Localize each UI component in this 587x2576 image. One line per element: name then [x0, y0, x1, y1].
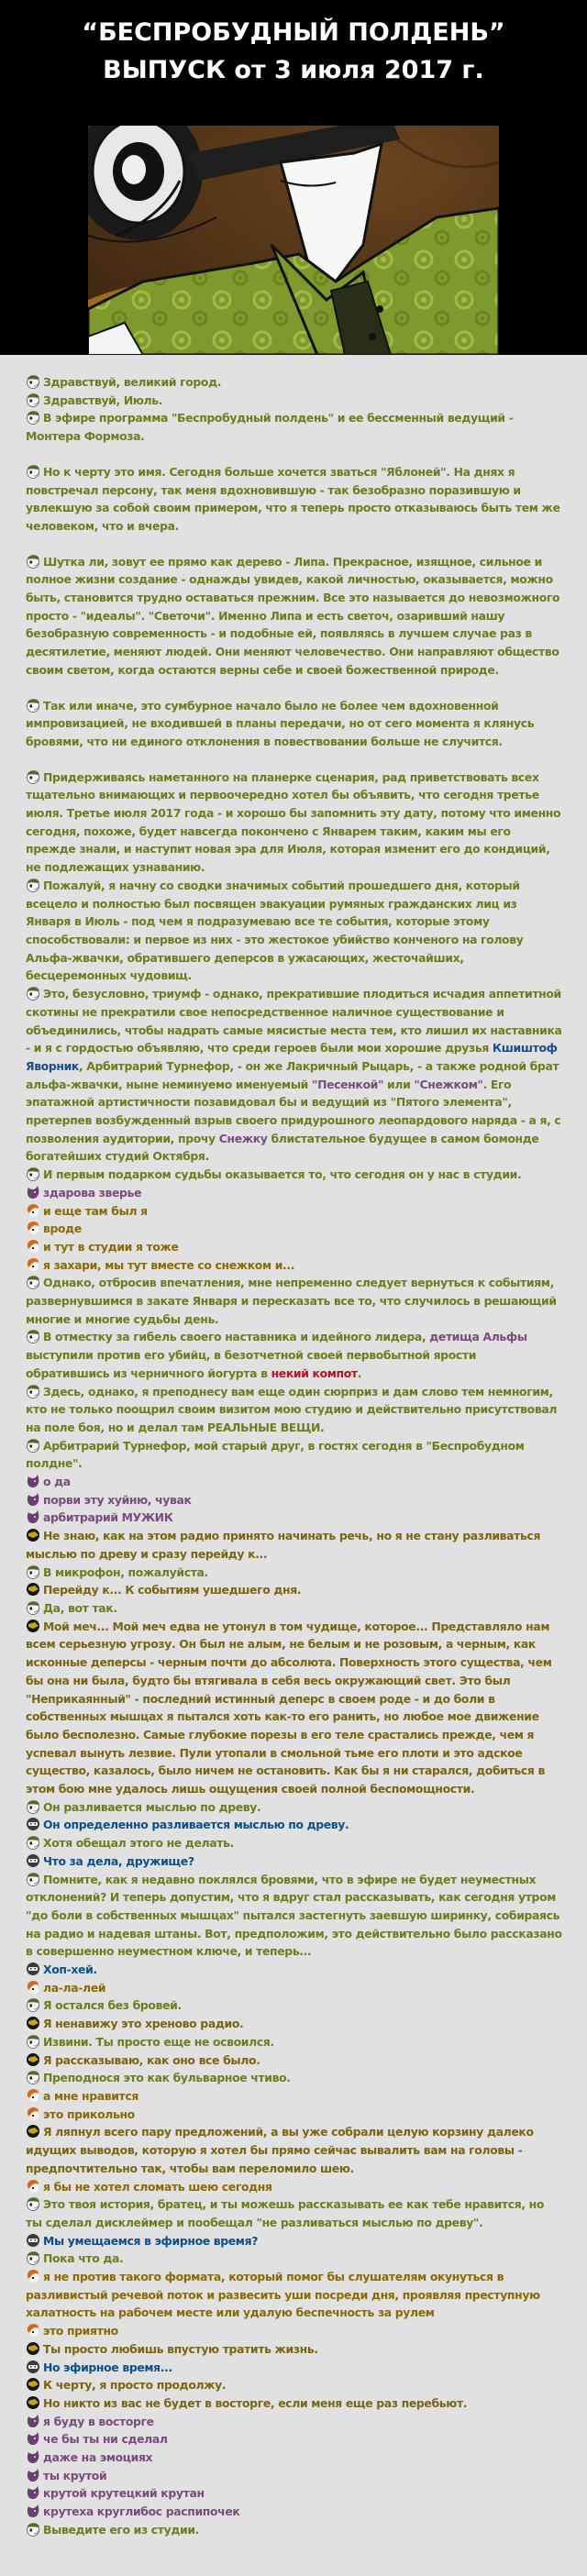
black-gold-helmet-avatar-icon — [26, 2124, 40, 2139]
message-text: или — [383, 1077, 415, 1091]
orange-hair-avatar-icon — [26, 2269, 40, 2283]
message-text: Он разливается мыслью по древу. — [43, 1799, 261, 1814]
chat-message-host — [0, 553, 587, 680]
chat-message-snowball — [0, 2413, 587, 2431]
green-cap-avatar-icon — [26, 698, 40, 713]
chat-message-arbitrary — [0, 1527, 587, 1563]
message-text: Не знаю, как на этом радио принято начинать речь, но я не стану разливаться мыслью по древу и сразу перейду к... — [26, 1529, 541, 1561]
chat-message-zachary — [0, 1202, 587, 1221]
message-text: блистательное будущее в самом бомонде богатейших студий Октября. — [26, 1131, 539, 1164]
purple-creature-avatar-icon — [26, 1474, 40, 1488]
orange-hair-avatar-icon — [26, 2106, 40, 2121]
chat-message-host — [0, 1599, 587, 1618]
message-text: Однако, отбросив впечатления, мне непременно следует вернуться к событиям, развернувшимся в закате Января и пересказать все то, что случилось в решающий многие и многие судьбы день. — [26, 1276, 557, 1326]
orange-hair-avatar-icon — [26, 1980, 40, 1995]
gray-round-avatar-icon — [26, 1962, 40, 1976]
message-text: и тут в студии я тоже — [43, 1239, 179, 1254]
chat-message-zachary — [0, 2178, 587, 2196]
orange-hair-avatar-icon — [26, 1221, 40, 1235]
green-cap-avatar-icon — [26, 1997, 40, 2012]
page-header — [0, 0, 587, 126]
issue-subtitle: ВЫПУСК от 3 июля 2017 г. — [103, 56, 484, 84]
green-cap-avatar-icon — [26, 1600, 40, 1615]
black-gold-helmet-avatar-icon — [26, 1582, 40, 1597]
illustration-frame — [0, 126, 587, 355]
chat-message-host — [0, 2069, 587, 2087]
message-text: о да — [43, 1475, 71, 1489]
green-cap-avatar-icon — [26, 2070, 40, 2084]
message-text: че бы ты ни сделал — [43, 2432, 168, 2447]
chat-message-arbitrary — [0, 1581, 587, 1599]
message-text: Ты просто любишь впустую тратить жизнь. — [43, 2341, 318, 2356]
green-cap-avatar-icon — [26, 2034, 40, 2049]
message-text: арбитрарий МУЖИК — [43, 1510, 173, 1525]
chat-message-snowball — [0, 2467, 587, 2485]
message-text: Хоп-хей. — [43, 1962, 97, 1977]
message-text: Здравствуй, великий город. — [43, 375, 222, 389]
message-text: В отместку за гибель своего наставника и идейного лидера, — [43, 1330, 430, 1344]
message-text: В микрофон, пожалуйста. — [43, 1564, 208, 1579]
chat-message-host — [0, 2521, 587, 2539]
message-text: В эфире программа "Беспробудный полдень" и ее бессменный ведущий - Монтера Формоза. — [26, 411, 514, 444]
message-text: Но никто из вас не будет в восторге, если меня еще раз перебьют. — [43, 2395, 468, 2410]
chat-message-arbitrary — [0, 2394, 587, 2413]
chat-message-snowball — [0, 2449, 587, 2467]
green-cap-avatar-icon — [26, 464, 40, 479]
chat-message-host — [0, 373, 587, 392]
message-text: Мы умещаемся в эфирное время? — [43, 2233, 259, 2248]
green-cap-avatar-icon — [26, 878, 40, 892]
highlighted-name: некий компот — [271, 1365, 358, 1380]
message-text: крутеха круглибос распипочек — [43, 2504, 240, 2519]
orange-hair-avatar-icon — [26, 2179, 40, 2194]
chat-message-gray — [0, 1816, 587, 1834]
chat-message-gray — [0, 2232, 587, 2250]
message-text: Что за дела, дружище? — [43, 1853, 194, 1868]
green-cap-avatar-icon — [26, 1835, 40, 1850]
green-cap-avatar-icon — [26, 392, 40, 407]
chat-message-gray — [0, 1961, 587, 1979]
chat-message-arbitrary — [0, 2376, 587, 2394]
chat-message-snowball — [0, 1184, 587, 1202]
green-cap-avatar-icon — [26, 1799, 40, 1814]
chat-message-host — [0, 1383, 587, 1437]
chat-message-arbitrary — [0, 2340, 587, 2359]
orange-hair-avatar-icon — [26, 2088, 40, 2103]
message-text: И первым подарком судьбы оказывается то, что сегодня он у нас в студии. — [43, 1167, 522, 1182]
green-cap-avatar-icon — [26, 374, 40, 389]
message-text: а мне нравится — [43, 2088, 138, 2103]
chat-message-snowball — [0, 1473, 587, 1491]
chat-message-host — [0, 409, 587, 445]
message-text: Он определенно разливается мыслью по древу. — [43, 1818, 349, 1832]
highlighted-name: "Снежком" — [414, 1077, 483, 1091]
chat-message-zachary — [0, 1256, 587, 1275]
gray-round-avatar-icon — [26, 1853, 40, 1868]
message-text: Пожалуй, я начну со сводки значимых событий прошедшего дня, который всецело и полностью был посвящен эвакуации румяных гражданских лиц из Января в Июль - под чем я подразумеваю все те события, которые этому способствовали: и первое из них - это жестокое убийство конченого на голову Альфа-жвачки, обратившего деперсов в ужасающих, жесточайших, бесцеремонных чудовищ. — [26, 878, 524, 983]
chat-message-host — [0, 1834, 587, 1852]
message-text: вроде — [43, 1222, 82, 1236]
purple-creature-avatar-icon — [26, 2504, 40, 2518]
message-text: Я рассказываю, как оно все было. — [43, 2052, 260, 2067]
green-cap-avatar-icon — [26, 1275, 40, 1289]
green-cap-avatar-icon — [26, 1329, 40, 1343]
chat-message-zachary — [0, 2322, 587, 2340]
green-cap-avatar-icon — [26, 2196, 40, 2211]
green-cap-avatar-icon — [26, 1872, 40, 1886]
message-text: даже на эмоциях — [43, 2450, 153, 2465]
message-text: , Арбитрарий Турнефор, - он же Лакричный Рыцарь, - а также родной брат альфа-жвачки, ныне неминуемо именуемый — [26, 1058, 559, 1091]
message-text: порви эту хуйню, чувак — [43, 1492, 192, 1507]
purple-creature-avatar-icon — [26, 2468, 40, 2482]
highlighted-name: детища Альфы — [429, 1330, 527, 1344]
message-text: . — [357, 1365, 362, 1380]
chat-message-host — [0, 768, 587, 877]
chat-message-zachary — [0, 1238, 587, 1256]
gray-round-avatar-icon — [26, 2233, 40, 2248]
orange-hair-avatar-icon — [26, 1239, 40, 1254]
chat-message-arbitrary — [0, 2051, 587, 2070]
message-text: Так или иначе, это сумбурное начало было не более чем вдохновенной импровизацией, не входившей в планы передачи, но от сего момента я клянусь бровями, что ни единого отклонения в повествовании больше не случится. — [26, 698, 535, 748]
black-gold-helmet-avatar-icon — [26, 2377, 40, 2392]
orange-hair-avatar-icon — [26, 1257, 40, 1272]
message-text: я бы не хотел сломать шею сегодня — [43, 2179, 272, 2194]
message-text: и еще там был я — [43, 1203, 148, 1218]
chat-message-snowball — [0, 1509, 587, 1527]
gray-round-avatar-icon — [26, 2360, 40, 2374]
message-text: . Его эпатажной артистичности позавидовал бы и ведущий из "Пятого элемента", претерпев возбужденный взрыв своего придурошного леопардового наряда - а я, с позволения аудитории, прочу — [26, 1077, 561, 1145]
chat-message-host — [0, 392, 587, 410]
message-text: я захари, мы тут вместе со снежком и... — [43, 1257, 295, 1272]
chat-message-zachary — [0, 1979, 587, 1997]
chat-message-host — [0, 1328, 587, 1382]
message-text: Перейду к... К событиям ушедшего дня. — [43, 1583, 302, 1598]
message-text: это приятно — [43, 2324, 118, 2338]
message-text: Хотя обещал этого не делать. — [43, 1836, 234, 1851]
chat-message-host — [0, 697, 587, 751]
message-text: ты крутой — [43, 2468, 107, 2482]
chat-message-host — [0, 985, 587, 1166]
message-text: Выведите его из студии. — [43, 2522, 200, 2537]
message-text: я буду в восторге — [43, 2414, 154, 2428]
chat-message-gray — [0, 1852, 587, 1871]
green-cap-avatar-icon — [26, 2250, 40, 2265]
chat-message-host — [0, 463, 587, 536]
message-text: Помните, как я недавно поклялся бровями, что в эфире не будет неуместных отклонений? И теперь допустим, что я вдруг стал рассказывать, как сегодня утром "до боли в собственных мышцах" пытался застегнуть заевшую ширинку, собираясь на радио и надевая штаны. Вот, предположим, это действительно было рассказано в совершенно неуместном ключе, и теперь... — [26, 1872, 562, 1959]
chat-message-host — [0, 1996, 587, 2015]
green-cap-avatar-icon — [26, 1438, 40, 1453]
message-text: Я остался без бровей. — [43, 1998, 182, 2013]
message-text: Я ненавижу это хреново радио. — [43, 2017, 244, 2031]
black-gold-helmet-avatar-icon — [26, 2052, 40, 2067]
page-title: “БЕСПРОБУДНЫЙ ПОЛДЕНЬ” — [82, 18, 505, 47]
message-text: Извини. Ты просто еще не освоился. — [43, 2034, 274, 2049]
chat-message-host — [0, 2195, 587, 2231]
chat-message-zachary — [0, 2106, 587, 2124]
chat-message-host — [0, 1871, 587, 1962]
chat-message-host — [0, 1798, 587, 1817]
chat-message-snowball — [0, 2430, 587, 2449]
message-text: К черту, я просто продолжу. — [43, 2378, 227, 2393]
green-cap-avatar-icon — [26, 2522, 40, 2537]
message-text: Придерживаясь наметанного на планерке сценария, рад приветствовать всех тщательно внимающих и первоочередно хотел бы объявить, что сегодня третье июля. Третье июля 2017 года - и хорошо бы запомнить эту дату, потому что именно сегодня, похоже, будет навсегда покончено с Январем таким, каким мы его прежде знали, и наступит новая эра для Июля, которая изменит его до кондиций, не подлежащих узнаванию. — [26, 769, 561, 875]
black-gold-helmet-avatar-icon — [26, 2341, 40, 2356]
message-text: Здесь, однако, я преподнесу вам еще один сюрприз и дам слово тем немногим, кто не только поощрил своим визитом мою студию и действительно присутствовал на поле боя, но и делал там РЕАЛЬНЫЕ ВЕЩИ. — [26, 1384, 558, 1434]
message-text: Пока что да. — [43, 2251, 124, 2266]
purple-creature-avatar-icon — [26, 2449, 40, 2464]
message-text: Я ляпнул всего пару предложений, а вы уже собрали целую корзину далеко идущих выводов, которую я хотел бы прямо сейчас вывалить вам на головы - предпочтительно так, чтобы вам переломило шею. — [26, 2125, 534, 2175]
chat-log — [0, 355, 587, 2576]
purple-creature-avatar-icon — [26, 2431, 40, 2446]
chat-message-host — [0, 1437, 587, 1473]
chat-message-host — [0, 1274, 587, 1328]
green-cap-avatar-icon — [26, 410, 40, 425]
black-gold-helmet-avatar-icon — [26, 1528, 40, 1542]
green-cap-avatar-icon — [26, 554, 40, 569]
highlighted-name: Кшиштоф Яворник — [26, 1041, 558, 1073]
chat-message-arbitrary — [0, 2123, 587, 2177]
message-text: я не против такого формата, который помог бы слушателям окунуться в разливистый речевой поток и развесить уши посреди дня, проявляя преступную халатность на рабочем месте или удалую беспечность за рулем — [26, 2270, 540, 2320]
black-gold-helmet-avatar-icon — [26, 2016, 40, 2030]
chat-message-snowball — [0, 2484, 587, 2503]
message-text: Мой меч... Мой меч едва не утонул в том чудище, которое... Представляло нам всем серьезную угрозу. Он был не алым, не белым и не розовым, а черным, как исконные деперсы - черным почти до абсолюта. Поверхность этого существа, чем бы она ни была, будто бы втягивала в себя весь окружающий свет. Это был "Неприкаянный" - последний истинный деперс в своем роде - и до боли в собственных мышцах я пытался хоть как-то его ранить, но любое мое движение было бесполезно. Самые глубокие порезы в его теле срастались прежде, чем я успевал вынуть лезвие. Пули утопали в смольной тьме его плоти и это адское существо, казалось, было ничем не остановить. Как бы я ни старался, добиться в этом бою мне удалось лишь ощущения своей полной беспомощности. — [26, 1619, 552, 1797]
purple-creature-avatar-icon — [26, 2414, 40, 2428]
chat-message-gray — [0, 2359, 587, 2377]
message-text: Но к черту это имя. Сегодня больше хочется зваться "Яблоней". На днях я повстречал персону, так меня вдохновившую - так безобразно поразившую и увлекшую за собой своим примером, что я теперь просто отказываюсь быть тем же человеком, что и вчера. — [26, 464, 560, 533]
orange-hair-avatar-icon — [26, 2323, 40, 2338]
message-text: Преподнося это как бульварное чтиво. — [43, 2071, 291, 2085]
chat-message-host — [0, 1564, 587, 1582]
chat-message-arbitrary — [0, 1618, 587, 1798]
highlighted-name: "Песенкой" — [311, 1077, 384, 1091]
chat-message-snowball — [0, 1491, 587, 1509]
purple-creature-avatar-icon — [26, 1492, 40, 1507]
gray-round-avatar-icon — [26, 1817, 40, 1831]
purple-creature-avatar-icon — [26, 2485, 40, 2500]
chat-message-host — [0, 1166, 587, 1184]
green-cap-avatar-icon — [26, 1384, 40, 1399]
chat-message-arbitrary — [0, 2015, 587, 2033]
chat-message-zachary — [0, 2087, 587, 2106]
message-text: Да, вот так. — [43, 1601, 117, 1615]
message-text: Это твоя история, братец, и ты можешь рассказывать ее как тебе нравится, но ты сделал дисклеймер и пообещал "не разливаться мыслью по древу". — [26, 2197, 545, 2229]
green-cap-avatar-icon — [26, 769, 40, 784]
message-text: это прикольно — [43, 2106, 135, 2121]
message-text: Но эфирное время... — [43, 2360, 172, 2374]
black-gold-helmet-avatar-icon — [26, 2395, 40, 2410]
chat-message-host — [0, 877, 587, 985]
chat-message-host — [0, 2033, 587, 2051]
message-text: Здравствуй, Июль. — [43, 392, 163, 407]
message-text: выступили против его убийц, в безотчетной своей первобытной ярости обратившись из черничного йогурта в — [26, 1348, 477, 1380]
message-text: ла-ла-лей — [43, 1980, 106, 1995]
purple-creature-avatar-icon — [26, 1185, 40, 1200]
orange-hair-avatar-icon — [26, 1203, 40, 1218]
message-text: крутой крутецкий крутан — [43, 2486, 205, 2501]
radio-host-illustration — [88, 126, 499, 355]
chat-message-zachary — [0, 1220, 587, 1238]
message-text: здарова зверье — [43, 1185, 142, 1200]
green-cap-avatar-icon — [26, 986, 40, 1001]
message-text: Это, безусловно, триумф - однако, прекратившие плодиться исчадия аппетитной скотины не прекратили свое непосредственное наличное существование и объединились, чтобы надрать самые мясистые места тем, кто лишил их наставника - и я с гордостью объявляю, что среди героев были мои хорошие друзья — [26, 987, 562, 1056]
message-text: Арбитрарий Турнефор, мой старый друг, в гостях сегодня в "Беспробудном полдне". — [26, 1438, 525, 1471]
purple-creature-avatar-icon — [26, 1509, 40, 1524]
highlighted-name: Снежку — [218, 1131, 268, 1145]
message-text: Шутка ли, зовут ее прямо как дерево - Липа. Прекрасное, изящное, сильное и полное жизни создание - однажды увидев, какой личностью, оказывается, можно быть, становится трудно оставаться прежним. Все это называется до невозможного просто - "идеалы". "Светочи". Именно Липа и есть светоч, озаривший нашу безобразную современность - и подобные ей, появляясь в лучшем случае раз в десятилетие, меняют людей. Они меняют человечество. Они направляют общество своим светом, когда остаются верны себе и своей божественной природе. — [26, 554, 560, 677]
green-cap-avatar-icon — [26, 1564, 40, 1579]
green-cap-avatar-icon — [26, 1166, 40, 1181]
chat-message-host — [0, 2250, 587, 2268]
chat-message-snowball — [0, 2503, 587, 2521]
chat-message-zachary — [0, 2268, 587, 2322]
black-gold-helmet-avatar-icon — [26, 1619, 40, 1633]
